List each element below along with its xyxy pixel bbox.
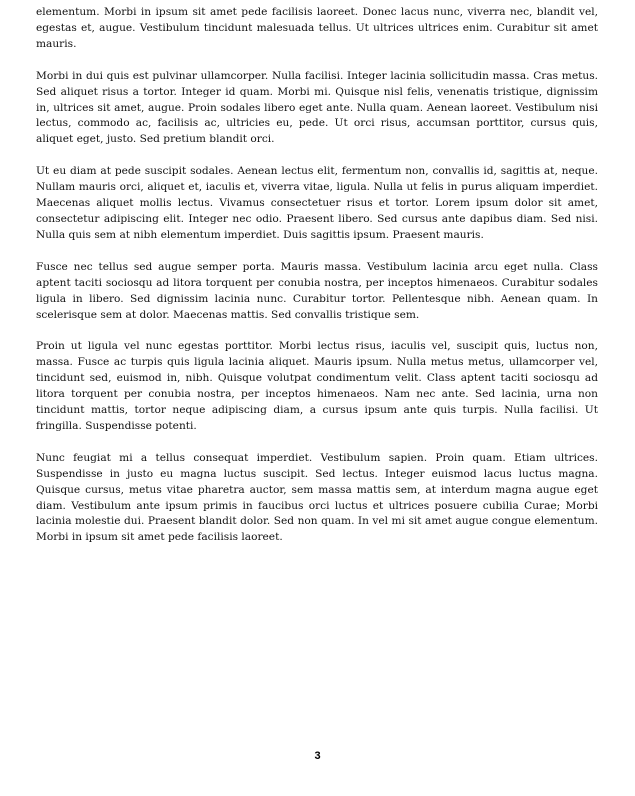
paragraph: Morbi in dui quis est pulvinar ullamcorper. Nulla facilisi. Integer lacinia sollicitudin massa. Cras metus. Sed aliquet risus a tortor. Integer id quam. Morbi mi. Quisque nisl felis, venenatis tristique, dignissim in, ultrices sit amet, augue. Proin sodales libero eget ante. Nulla quam. Aenean laoreet. Vestibulum nisi lectus, commodo ac, facilisis ac, ultricies eu, pede. Ut orci risus, accumsan porttitor, cursus quis, aliquet eget, justo. Sed pretium blandit orci. [36, 69, 598, 146]
paragraph: Fusce nec tellus sed augue semper porta. Mauris massa. Vestibulum lacinia arcu eget nulla. Class aptent taciti sociosqu ad litora torquent per conubia nostra, per inceptos himenaeos. Curabitur sodales ligula in libero. Sed dignissim lacinia nunc. Curabitur tortor. Pellentesque nibh. Aenean quam. In scelerisque sem at dolor. Maecenas mattis. Sed convallis tristique sem. [36, 260, 598, 321]
paragraph: Ut eu diam at pede suscipit sodales. Aenean lectus elit, fermentum non, convallis id, sagittis at, neque. Nullam mauris orci, aliquet et, iaculis et, viverra vitae, ligula. Nulla ut felis in purus aliquam imperdiet. Maecenas aliquet mollis lectus. Vivamus consectetuer risus et tortor. Lorem ipsum dolor sit amet, consectetur adipiscing elit. Integer nec odio. Praesent libero. Sed cursus ante dapibus diam. Sed nisi. Nulla quis sem at nibh elementum imperdiet. Duis sagittis ipsum. Praesent mauris. [36, 165, 598, 241]
body-text [36, 5, 598, 562]
paragraph: elementum. Morbi in ipsum sit amet pede facilisis laoreet. Donec lacus nunc, viverra nec, blandit vel, egestas et, augue. Vestibulum tincidunt malesuada tellus. Ut ultrices ultrices enim. Curabitur sit amet mauris. [36, 6, 598, 50]
page-number: 3 [314, 750, 321, 762]
paragraph: Nunc feugiat mi a tellus consequat imperdiet. Vestibulum sapien. Proin quam. Etiam ultrices. Suspendisse in justo eu magna luctus suscipit. Sed lectus. Integer euismod lacus luctus magna. Quisque cursus, metus vitae pharetra auctor, sem massa mattis sem, at interdum magna augue eget diam. Vestibulum ante ipsum primis in faucibus orci luctus et ultrices posuere cubilia Curae; Morbi lacinia molestie dui. Praesent blandit dolor. Sed non quam. In vel mi sit amet augue congue elementum. Morbi in ipsum sit amet pede facilisis laoreet. [36, 451, 598, 544]
paragraph: Proin ut ligula vel nunc egestas porttitor. Morbi lectus risus, iaculis vel, suscipit quis, luctus non, massa. Fusce ac turpis quis ligula lacinia aliquet. Mauris ipsum. Nulla metus metus, ullamcorper vel, tincidunt sed, euismod in, nibh. Quisque volutpat condimentum velit. Class aptent taciti sociosqu ad litora torquent per conubia nostra, per inceptos himenaeos. Nam nec ante. Sed lacinia, urna non tincidunt mattis, tortor neque adipiscing diam, a cursus ipsum ante quis turpis. Nulla facilisi. Ut fringilla. Suspendisse potenti. [36, 340, 598, 432]
